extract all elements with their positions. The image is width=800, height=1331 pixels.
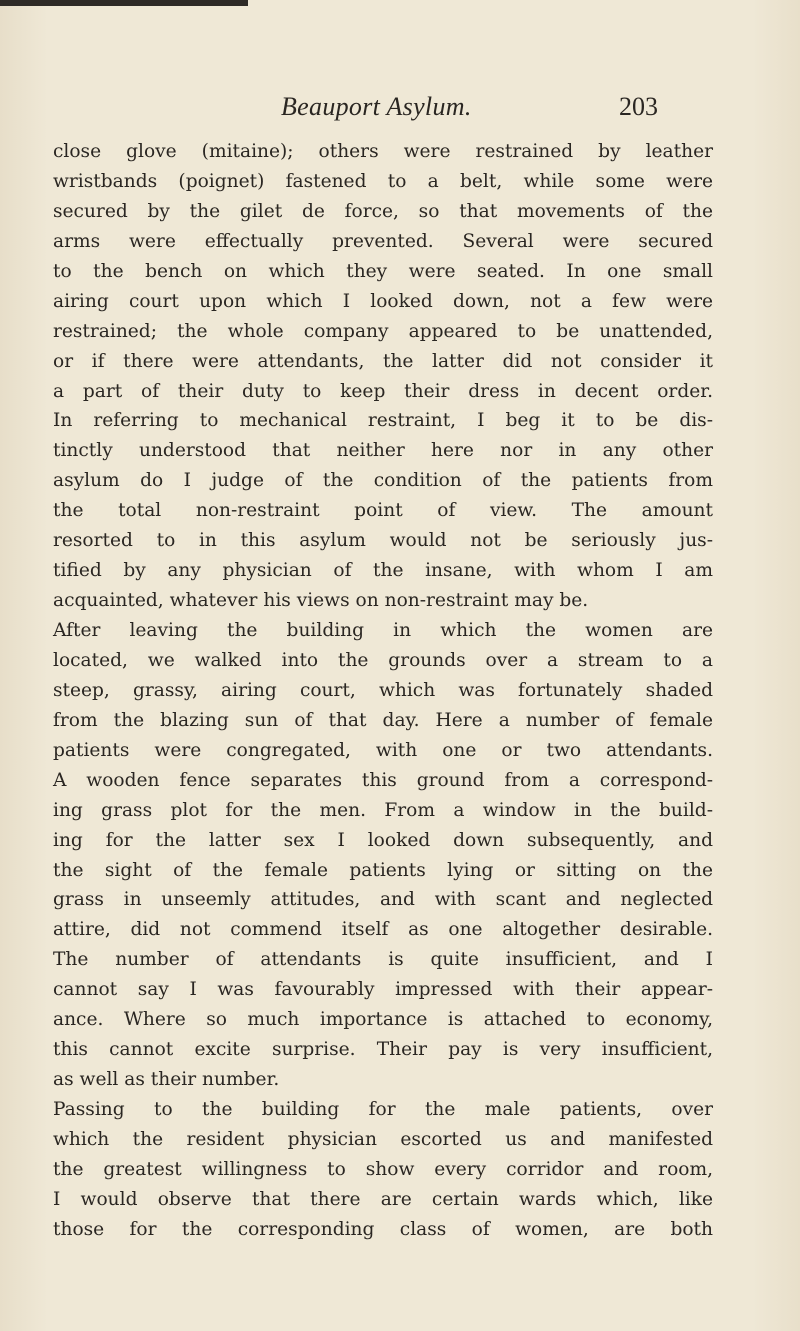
text-line: grass in unseemly attitudes, and with scant and neglected [53,889,713,911]
text-line: restrained; the whole company appeared to be unattended, [53,320,713,342]
text-line: airing court upon which I looked down, not a few were [53,290,713,312]
text-line: this cannot excite surprise. Their pay is very insufficient, [53,1039,713,1061]
text-line: I would observe that there are certain wards which, like [53,1188,713,1210]
text-line: steep, grassy, airing court, which was fortunately shaded [53,679,713,701]
text-line: the greatest willingness to show every corridor and room, [53,1158,713,1180]
text-line: Passing to the building for the male patients, over [53,1099,713,1120]
running-title: Beauport Asylum. [281,92,472,121]
top-edge-rule [0,0,248,6]
text-line: the total non-restraint point of view. The amount [53,500,713,522]
text-line: the sight of the female patients lying or sitting on the [53,859,713,881]
text-line: as well as their number. [53,1069,280,1091]
text-line: secured by the gilet de force, so that movements of the [53,200,713,222]
text-line: ance. Where so much importance is attached to economy, [53,1009,713,1031]
text-line: resorted to in this asylum would not be seriously jus- [53,530,713,552]
text-line: attire, did not commend itself as one altogether desirable. [53,919,713,941]
body-text [53,137,713,1245]
text-line: ing grass plot for the men. From a window in the build- [53,799,713,821]
text-line: from the blazing sun of that day. Here a number of female [53,709,713,731]
text-line: wristbands (poignet) fastened to a belt, while some were [53,170,713,192]
text-line: acquainted, whatever his views on non-restraint may be. [53,590,589,612]
page-header [0,92,800,132]
text-line: patients were congregated, with one or two attendants. [53,739,713,761]
text-line: asylum do I judge of the condition of the patients from [53,470,713,492]
page-number: 203 [619,92,658,121]
text-line: After leaving the building in which the women are [53,620,713,641]
text-line: close glove (mitaine); others were restrained by leather [53,141,713,162]
text-line: A wooden fence separates this ground from a correspond- [53,769,713,791]
text-line: located, we walked into the grounds over a stream to a [53,649,713,671]
text-line: tinctly understood that neither here nor in any other [53,440,713,462]
text-line: a part of their duty to keep their dress in decent order. [53,380,713,402]
text-line: The number of attendants is quite insufficient, and I [53,949,713,971]
text-line: which the resident physician escorted us and manifested [53,1128,713,1150]
text-line: tified by any physician of the insane, with whom I am [53,560,713,582]
text-line: ing for the latter sex I looked down subsequently, and [53,829,713,851]
text-line: or if there were attendants, the latter did not consider it [53,350,713,372]
text-line: those for the corresponding class of women, are both [53,1218,713,1240]
text-line: In referring to mechanical restraint, I beg it to be dis- [53,410,713,432]
text-line: to the bench on which they were seated. In one small [53,260,713,282]
text-line: cannot say I was favourably impressed with their appear- [53,979,713,1001]
text-line: arms were effectually prevented. Several were secured [53,230,713,252]
